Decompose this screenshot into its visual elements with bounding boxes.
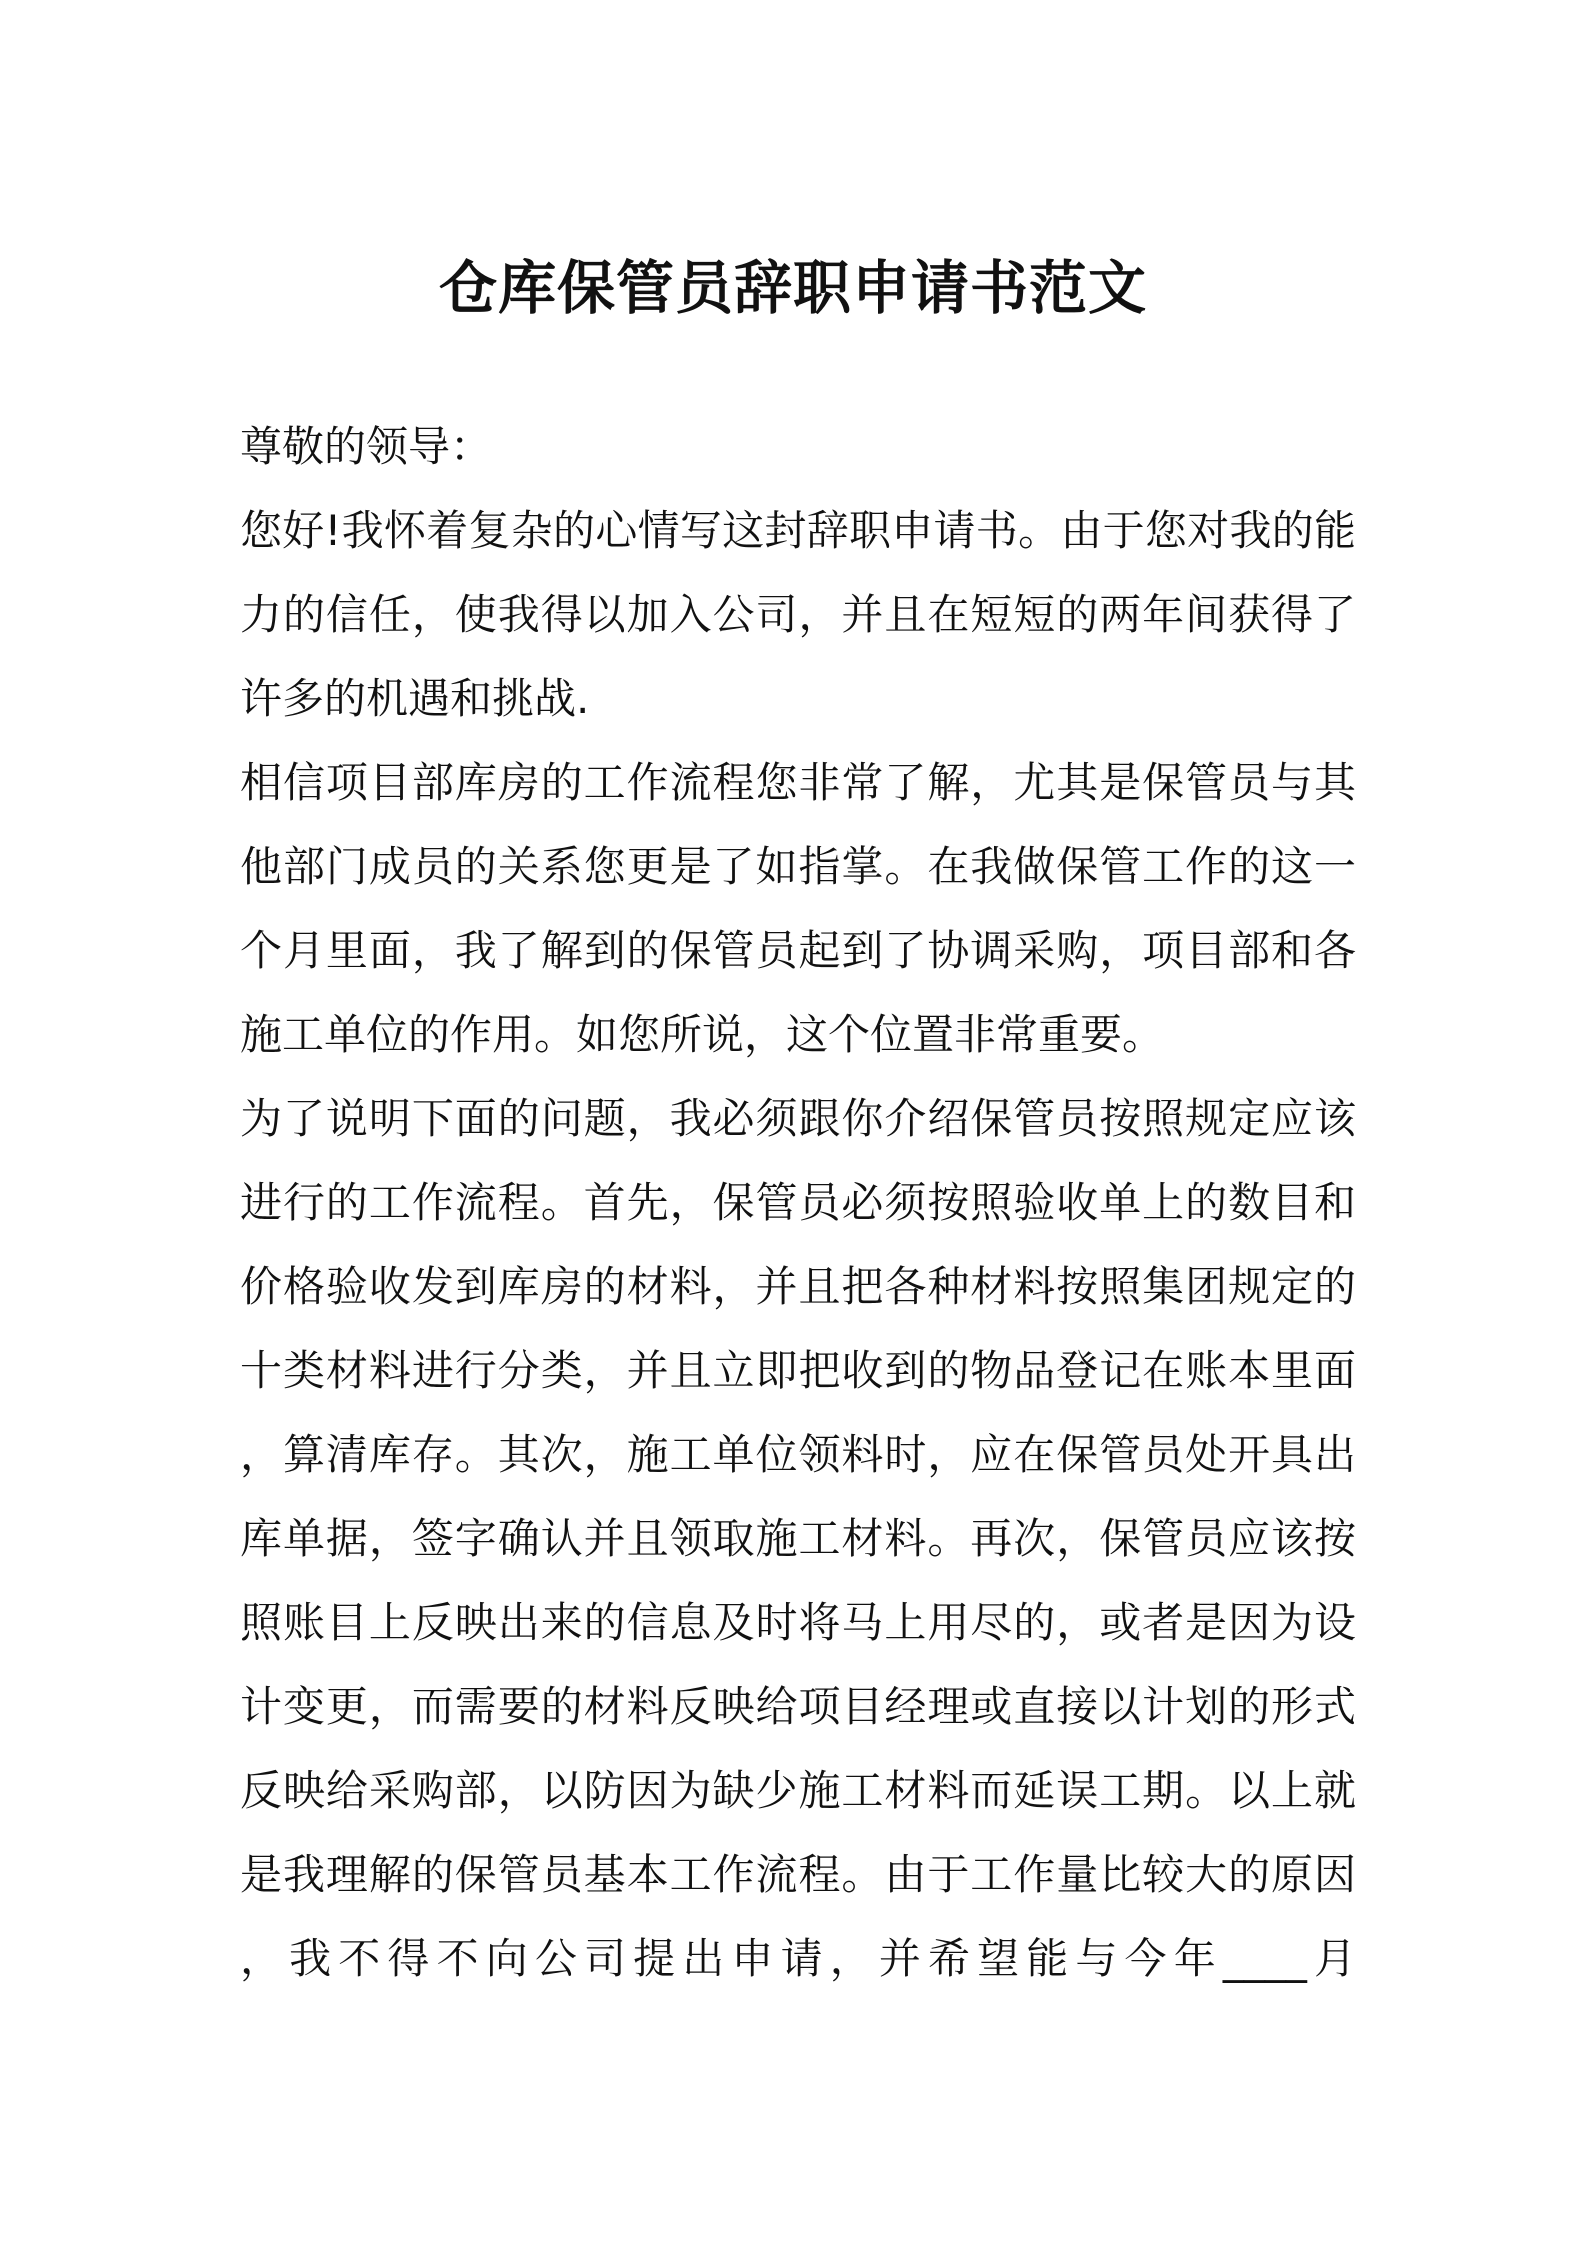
paragraph-line: 个月里面，我了解到的保管员起到了协调采购，项目部和各	[240, 926, 1356, 975]
paragraph-line: 价格验收发到库房的材料，并且把各种材料按照集团规定的	[240, 1262, 1356, 1311]
paragraph-line: ，算清库存。其次，施工单位领料时，应在保管员处开具出	[240, 1430, 1356, 1479]
paragraph-line: 力的信任，使我得以加入公司，并且在短短的两年间获得了	[240, 590, 1356, 639]
paragraph-line: 是我理解的保管员基本工作流程。由于工作量比较大的原因	[240, 1850, 1356, 1899]
paragraph-line: 施工单位的作用。如您所说，这个位置非常重要。	[240, 1010, 1165, 1059]
paragraph-line: ，我不得不向公司提出申请，并希望能与今年____月	[240, 1934, 1356, 1983]
paragraph-line: 您好!我怀着复杂的心情写这封辞职申请书。由于您对我的能	[240, 506, 1356, 555]
paragraph-line: 照账目上反映出来的信息及时将马上用尽的，或者是因为设	[240, 1598, 1356, 1647]
salutation-line: 尊敬的领导：	[240, 422, 493, 471]
paragraph-line: 库单据，签字确认并且领取施工材料。再次，保管员应该按	[240, 1514, 1356, 1563]
letter-body	[240, 405, 1356, 2001]
paragraph-line: 反映给采购部，以防因为缺少施工材料而延误工期。以上就	[240, 1766, 1356, 1815]
paragraph-line: 进行的工作流程。首先，保管员必须按照验收单上的数目和	[240, 1178, 1356, 1227]
paragraph-line: 许多的机遇和挑战.	[240, 674, 590, 723]
paragraph-line: 十类材料进行分类，并且立即把收到的物品登记在账本里面	[240, 1346, 1356, 1395]
document-title: 仓库保管员辞职申请书范文	[438, 254, 1147, 322]
paragraph-line: 计变更，而需要的材料反映给项目经理或直接以计划的形式	[240, 1682, 1356, 1731]
paragraph-line: 相信项目部库房的工作流程您非常了解，尤其是保管员与其	[240, 758, 1356, 807]
paragraph-line: 他部门成员的关系您更是了如指掌。在我做保管工作的这一	[240, 842, 1356, 891]
paragraph-line: 为了说明下面的问题，我必须跟你介绍保管员按照规定应该	[240, 1094, 1356, 1143]
